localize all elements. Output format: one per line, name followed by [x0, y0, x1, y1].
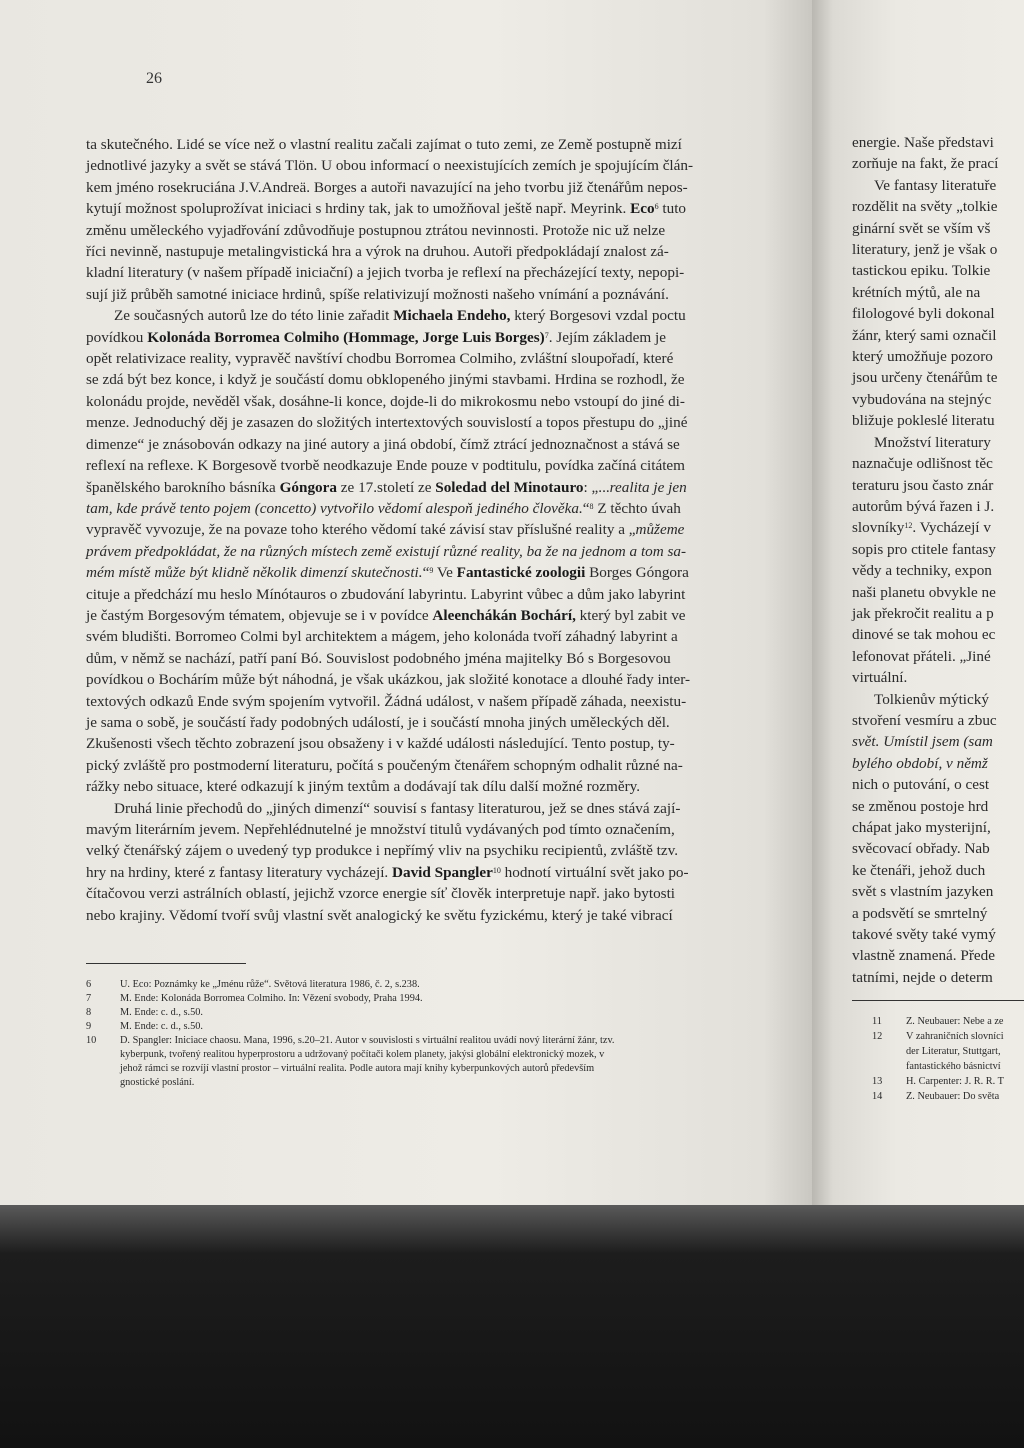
text-segment: změnu uměleckého vyjadřování zdůvodňuje postupnou ztrátou nevinnosti. Protože nic už nelze — [86, 221, 666, 239]
footnote — [86, 992, 736, 1006]
text-line — [852, 838, 1024, 859]
text-segment: lefonovat přáteli. „Jiné — [852, 647, 991, 665]
footnote-line: Z. Neubauer: Do světa — [906, 1091, 1000, 1102]
footnote-divider-right — [852, 1000, 1024, 1001]
text-segment: kytují možnost spoluprožívat iniciaci s hrdiny tak, jak to umožňoval ještě např. Meyrink. — [86, 200, 631, 218]
footnote-text — [120, 1020, 736, 1034]
footnote — [86, 978, 736, 992]
text-segment: “ — [422, 564, 430, 582]
text-segment: dům, v němž se nachází, patří paní Bó. Souvislost podobného jména majitelky Bó s Borgesovou — [86, 649, 671, 667]
text-segment: Z těchto úvah — [593, 499, 681, 517]
footnote-line: V zahraničních slovníci — [906, 1031, 1004, 1042]
italic-text: tam, kde právě tento pojem (concetto) vytvořilo vědomí alespoň jediného člověka. — [86, 499, 583, 517]
bold-name: David Spangler — [392, 863, 493, 881]
bold-name: Fantastické zoologii — [456, 564, 586, 582]
text-segment: povídkou o Bochárím může být náhodná, je však ukázkou, jak složité konotace a dlouhé řady inter- — [86, 671, 691, 689]
text-segment: velký čtenářský zájem o uvedený typ produkce i nepřímý vliv na psychiku recipientů, zvláště tzv. — [86, 842, 678, 860]
text-line — [852, 603, 1024, 624]
text-segment: opět relativizace reality, vypravěč navštíví chodbu Borromea Colmiho, zvláštní sloupořadí, které — [86, 350, 674, 368]
text-segment: vědy a techniky, expon — [852, 562, 992, 580]
text-line — [86, 883, 758, 904]
text-segment: španělského barokního básníka — [86, 478, 280, 496]
footnote — [872, 1089, 1024, 1104]
text-segment: který Borgesovi vzdal poctu — [510, 307, 686, 325]
text-line — [852, 282, 1024, 303]
text-line — [852, 218, 1024, 239]
page-number: 26 — [146, 70, 162, 87]
bold-name: Góngora — [279, 478, 337, 496]
text-line — [852, 582, 1024, 603]
footnote-number: 6 — [86, 979, 92, 990]
text-segment: Ze současných autorů lze do této linie zařadit — [114, 307, 394, 325]
text-segment: pický zvláště pro postmoderní literaturu, počítá s poučeným čtenářem schopným odhalit různé na- — [86, 756, 683, 774]
text-line — [852, 496, 1024, 517]
text-line — [86, 819, 758, 840]
text-line — [86, 327, 758, 348]
text-segment: autorům bývá řazen i J. — [852, 497, 995, 515]
text-segment: jak překročit realitu a p — [852, 604, 994, 622]
text-line — [86, 798, 758, 819]
footnote-text — [120, 978, 736, 992]
text-segment: mavým literárním jevem. Nepřehlédnutelné je množství titulů vydávaných pod tímto označením, — [86, 821, 675, 838]
text-segment: stvoření vesmíru a zbuc — [852, 711, 997, 729]
footnotes — [86, 978, 736, 1090]
text-segment: jsou určeny čtenářům te — [852, 369, 998, 387]
text-segment: nich o putování, o cest — [852, 776, 990, 794]
text-line — [86, 691, 758, 712]
text-segment: čítačovou verzi astrálních oblastí, jejichž vzorce energie síť člověk interpretuje např. jako bytosti — [86, 885, 676, 903]
right-page — [812, 0, 1024, 1230]
text-segment: ginární svět se vším vš — [852, 219, 991, 237]
text-segment: ta skutečného. Lidé se více než o vlastní realitu začali zajímat o tuto zemi, ze Země postupně mizí — [86, 136, 682, 153]
bold-name: Eco — [630, 200, 655, 218]
footnote-marker: 12 — [904, 521, 913, 531]
text-segment: zorňuje na fakt, že prací — [852, 155, 999, 173]
text-line — [86, 712, 758, 733]
text-segment: a podsvětí se smrtelný — [852, 904, 988, 922]
text-line — [86, 519, 758, 540]
text-line — [86, 562, 758, 583]
text-segment: naši planetu obvykle ne — [852, 583, 996, 601]
text-line — [86, 220, 758, 241]
footnote-number: 11 — [872, 1016, 882, 1027]
bold-name: Aleenchákán Bochárí, — [432, 606, 576, 624]
footnote-text — [906, 1014, 1024, 1029]
text-segment: takové světy také vymý — [852, 926, 996, 944]
footnote — [86, 1020, 736, 1034]
text-line — [86, 541, 758, 562]
footnote-line: H. Carpenter: J. R. R. T — [906, 1076, 1004, 1087]
text-segment: . Jejím základem je — [548, 328, 666, 346]
text-line — [852, 175, 1024, 196]
text-segment: tuto — [658, 200, 687, 218]
bold-name: Michaela Endeho, — [393, 307, 511, 325]
text-line — [852, 667, 1024, 688]
text-line — [86, 584, 758, 605]
footnote-marker: 8 — [589, 501, 594, 511]
footnote-marker: 10 — [492, 865, 501, 875]
right-body-text — [852, 132, 1024, 988]
text-line — [852, 774, 1024, 795]
text-line — [852, 624, 1024, 645]
footnote-text — [906, 1074, 1024, 1089]
bold-name: Soledad del Minotauro — [435, 478, 584, 496]
text-segment: tastickou epiku. Tolkie — [852, 262, 991, 280]
text-line — [86, 862, 758, 883]
footnotes-right — [872, 1014, 1024, 1104]
text-line — [852, 325, 1024, 346]
text-line — [852, 410, 1024, 431]
text-line — [852, 239, 1024, 260]
text-line — [86, 177, 758, 198]
text-segment: slovníky — [852, 519, 905, 537]
text-segment: dinové se tak mohou ec — [852, 626, 996, 644]
footnote-line: M. Ende: c. d., s.50. — [120, 1021, 203, 1032]
italic-text: realita je jen — [609, 478, 687, 496]
text-line — [852, 945, 1024, 966]
text-line — [86, 348, 758, 369]
text-line — [852, 432, 1024, 453]
text-segment: Množství literatury — [874, 433, 991, 451]
footnote — [86, 1006, 736, 1020]
scan-background — [0, 1205, 1024, 1448]
text-segment: naznačuje odlišnost těc — [852, 455, 993, 473]
footnote — [872, 1074, 1024, 1089]
text-segment: je častým Borgesovým tématem, objevuje se i v povídce — [86, 606, 433, 624]
text-segment: sují již průběh samotné iniciace hrdinů, spíše relativizují možnosti našeho vnímání a poznávání. — [86, 285, 669, 303]
text-segment: menze. Jednoduchý děj je zasazen do složitých intertextových souvislostí a topos přestupu do „jiné — [86, 414, 688, 432]
text-segment: hodnotí virtuální svět jako po- — [500, 863, 689, 881]
text-line — [852, 132, 1024, 153]
text-segment: Ve fantasy literatuře — [874, 176, 997, 194]
text-line — [852, 389, 1024, 410]
footnote-line: der Literatur, Stuttgart, — [906, 1046, 1001, 1057]
text-segment: Druhá linie přechodů do „jiných dimenzí“ souvisí s fantasy literaturou, jež se dnes stává zají- — [114, 799, 681, 817]
text-segment: reflexí na reflexe. K Borgesově tvorbě neodkazuje Ende pouze v podtitulu, povídka začíná citátem — [86, 457, 685, 475]
text-line — [852, 196, 1024, 217]
text-line — [852, 731, 1024, 752]
footnote-number: 13 — [872, 1076, 883, 1087]
text-segment: energie. Naše představi — [852, 134, 994, 151]
text-line — [852, 346, 1024, 367]
footnote-line: kyberpunk, tvořený realitou hyperprostoru a udržovaný počítači kolem planety, jakýsi globální elektronický mozek, v — [120, 1049, 605, 1060]
text-segment: “ — [582, 499, 590, 517]
footnote-line: jehož rámci se rozvíjí vlastní prostor – virtuální realita. Podle autora mají knihy kyberpunkových autorů především — [120, 1063, 595, 1074]
text-line — [86, 905, 758, 926]
text-segment: cituje a předchází mu heslo Mínótauros o zbudování labyrintu. Labyrint vůbec a dům jako labyrint — [86, 585, 686, 603]
text-line — [86, 755, 758, 776]
text-segment: Tolkienův mýtický — [874, 690, 989, 708]
text-line — [86, 434, 758, 455]
text-segment: virtuální. — [852, 669, 908, 687]
footnote-text — [120, 1006, 736, 1020]
footnote-line: gnostické poslání. — [120, 1077, 195, 1088]
footnote-line: Z. Neubauer: Nebe a ze — [906, 1016, 1004, 1027]
left-body-text — [86, 134, 758, 926]
text-segment: kem jméno rosekruciána J.V.Andreä. Borges a autoři navazující na jeho tvorbu již čtenářům nepos- — [86, 178, 688, 196]
text-segment: žánr, který sami označil — [852, 326, 997, 344]
text-line — [86, 648, 758, 669]
footnote-marker: 7 — [544, 330, 549, 340]
footnote-line: U. Eco: Poznámky ke „Jménu růže“. Světová literatura 1986, č. 2, s.238. — [120, 979, 420, 990]
footnote-line: D. Spangler: Iniciace chaosu. Mana, 1996, s.20–21. Autor v souvislosti s virtuální realitou uvádí nový literární žánr, tzv. — [120, 1035, 615, 1046]
text-line — [86, 498, 758, 519]
footnote-divider — [86, 963, 246, 964]
text-line — [86, 241, 758, 262]
footnote-line: M. Ende: c. d., s.50. — [120, 1007, 203, 1018]
footnote-line: M. Ende: Kolonáda Borromea Colmiho. In: Vězení svobody, Praha 1994. — [120, 993, 423, 1004]
text-segment: se změnou postoje hrd — [852, 797, 989, 815]
text-segment: rážky nebo situace, které odkazují k jiným textům a dodávají tak dílu další možné rozměry. — [86, 778, 641, 796]
italic-text: můžeme — [635, 521, 685, 539]
footnote-number: 14 — [872, 1091, 883, 1102]
text-line — [86, 155, 758, 176]
footnote-number: 7 — [86, 993, 92, 1004]
text-line — [852, 924, 1024, 945]
text-line — [86, 605, 758, 626]
text-segment: vybudována na stejnýc — [852, 390, 992, 408]
text-line — [852, 260, 1024, 281]
text-segment: : „... — [583, 478, 610, 496]
italic-text: mém místě může být klidně několik dimenzí skutečnosti. — [86, 564, 423, 582]
text-line — [852, 860, 1024, 881]
text-line — [852, 539, 1024, 560]
text-segment: kladní literatury (v našem případě iniciační) a jejich tvorba je reflexí na přecházející texty, nepopi- — [86, 264, 685, 282]
text-segment: . Vycházejí v — [912, 519, 991, 537]
footnote-marker: 9 — [429, 566, 434, 576]
footnote-number: 8 — [86, 1007, 92, 1018]
text-line — [852, 967, 1024, 988]
text-line — [86, 305, 758, 326]
text-segment: chápat jako mysterijní, — [852, 819, 991, 836]
text-segment: povídkou — [86, 328, 148, 346]
text-segment: který byl zabit ve — [575, 606, 686, 624]
footnote-number: 12 — [872, 1031, 883, 1042]
text-line — [852, 475, 1024, 496]
text-line — [86, 733, 758, 754]
text-line — [852, 817, 1024, 838]
text-segment: krétních mýtů, ale na — [852, 283, 981, 301]
text-line — [86, 391, 758, 412]
footnote-marker: 6 — [654, 202, 659, 212]
text-segment: teraturu jsou často znár — [852, 476, 994, 494]
text-segment: se zdá být bez konce, i když je součástí domu obklopeného jinými stavbami. Hrdina se rozhodl, že — [86, 371, 685, 389]
text-segment: hry na hrdiny, které z fantasy literatury vycházejí. — [86, 863, 393, 881]
text-line — [852, 881, 1024, 902]
italic-text: právem předpokládat, že na různých místech země existují různé reality, ba že na jednom a tom sa- — [86, 542, 687, 560]
text-segment: kolonádu projde, nevěděl však, dosáhne-li konce, dojde-li do mikrokosmu nebo vstoupí do jiné di- — [86, 392, 685, 410]
footnote-text — [906, 1089, 1024, 1104]
text-line — [86, 134, 758, 155]
text-segment: vlastně znamená. Přede — [852, 947, 995, 965]
text-line — [852, 646, 1024, 667]
text-line — [86, 840, 758, 861]
text-line — [86, 776, 758, 797]
text-line — [86, 284, 758, 305]
text-segment: svěcovací obřady. Nab — [852, 840, 990, 858]
text-line — [86, 455, 758, 476]
italic-text: svět. Umístil jsem (sam — [852, 733, 993, 751]
text-segment: Borges Góngora — [585, 564, 689, 582]
text-line — [852, 560, 1024, 581]
text-segment: říci nevinně, nastupuje metalingvistická hra a výrok na druhou. Autoři předpokládají znalost zá- — [86, 243, 669, 261]
text-line — [86, 198, 758, 219]
text-segment: který umožňuje pozoro — [852, 348, 993, 366]
text-segment: tatními, nejde o determ — [852, 968, 993, 986]
text-segment: jednotlivé jazyky a svět se stává Tlön. U obou informací o neexistujících zemích je spojujícím člán- — [86, 157, 694, 175]
text-segment: bližuje pokleslé literatu — [852, 412, 995, 430]
text-segment: Ve — [433, 564, 457, 582]
text-line — [86, 369, 758, 390]
text-segment: literatury, jenž je však o — [852, 241, 998, 259]
text-segment: Zkušenosti všech těchto zobrazení jsou obsaženy i v každé události následující. Tento postup, ty- — [86, 735, 675, 753]
text-line — [86, 626, 758, 647]
footnote-text — [120, 992, 736, 1006]
text-line — [86, 412, 758, 433]
text-line — [852, 153, 1024, 174]
text-segment: nebo krajiny. Vědomí tvoří svůj vlastní svět analogický ke světu fyzickému, který je také vibrací — [86, 906, 673, 924]
footnote — [86, 1034, 736, 1090]
text-line — [852, 689, 1024, 710]
text-line — [86, 669, 758, 690]
text-line — [852, 303, 1024, 324]
text-line — [852, 753, 1024, 774]
footnote — [872, 1014, 1024, 1029]
italic-text: bylého období, v němž — [852, 754, 988, 772]
text-segment: rozdělit na světy „tolkie — [852, 198, 998, 216]
text-segment: ze 17.století ze — [337, 478, 436, 496]
text-segment: ke čtenáři, jehož duch — [852, 861, 986, 879]
text-line — [852, 367, 1024, 388]
footnote-line: fantastického básnictví — [906, 1061, 1001, 1072]
text-line — [86, 477, 758, 498]
text-segment: vypravěč vyvozuje, že na povaze toho kterého vědomí také závisí stav příslušné reality a „ — [86, 521, 636, 539]
footnote-number: 10 — [86, 1035, 97, 1046]
text-line — [852, 453, 1024, 474]
footnote-text — [120, 1034, 736, 1090]
text-line — [852, 517, 1024, 538]
text-segment: sopis pro ctitele fantasy — [852, 540, 996, 558]
text-line — [852, 903, 1024, 924]
text-segment: textových odkazů Ende svým spojením vytvořil. Žádná událost, v našem případě záhada, neexistu- — [86, 692, 687, 710]
footnote-text — [906, 1029, 1024, 1074]
text-segment: dimenze“ je znásobován odkazy na jiné autory a jiná období, čímž ztrácí jednoznačnost a stává se — [86, 435, 680, 453]
text-line — [852, 796, 1024, 817]
text-line — [852, 710, 1024, 731]
text-segment: filologové byli dokonal — [852, 305, 995, 323]
text-segment: je sama o sobě, je součástí řady podobných událostí, je i součástí mnoha jiných uměleckých děl. — [86, 713, 670, 731]
text-line — [86, 262, 758, 283]
bold-name: Kolonáda Borromea Colmiho (Hommage, Jorge Luis Borges) — [147, 328, 545, 346]
text-segment: svém bludišti. Borromeo Colmi byl architektem a mágem, jeho kolonáda tvoří záhadný labyrint a — [86, 628, 678, 646]
footnote-number: 9 — [86, 1021, 92, 1032]
footnote — [872, 1029, 1024, 1074]
text-segment: svět s vlastním jazyken — [852, 883, 994, 901]
